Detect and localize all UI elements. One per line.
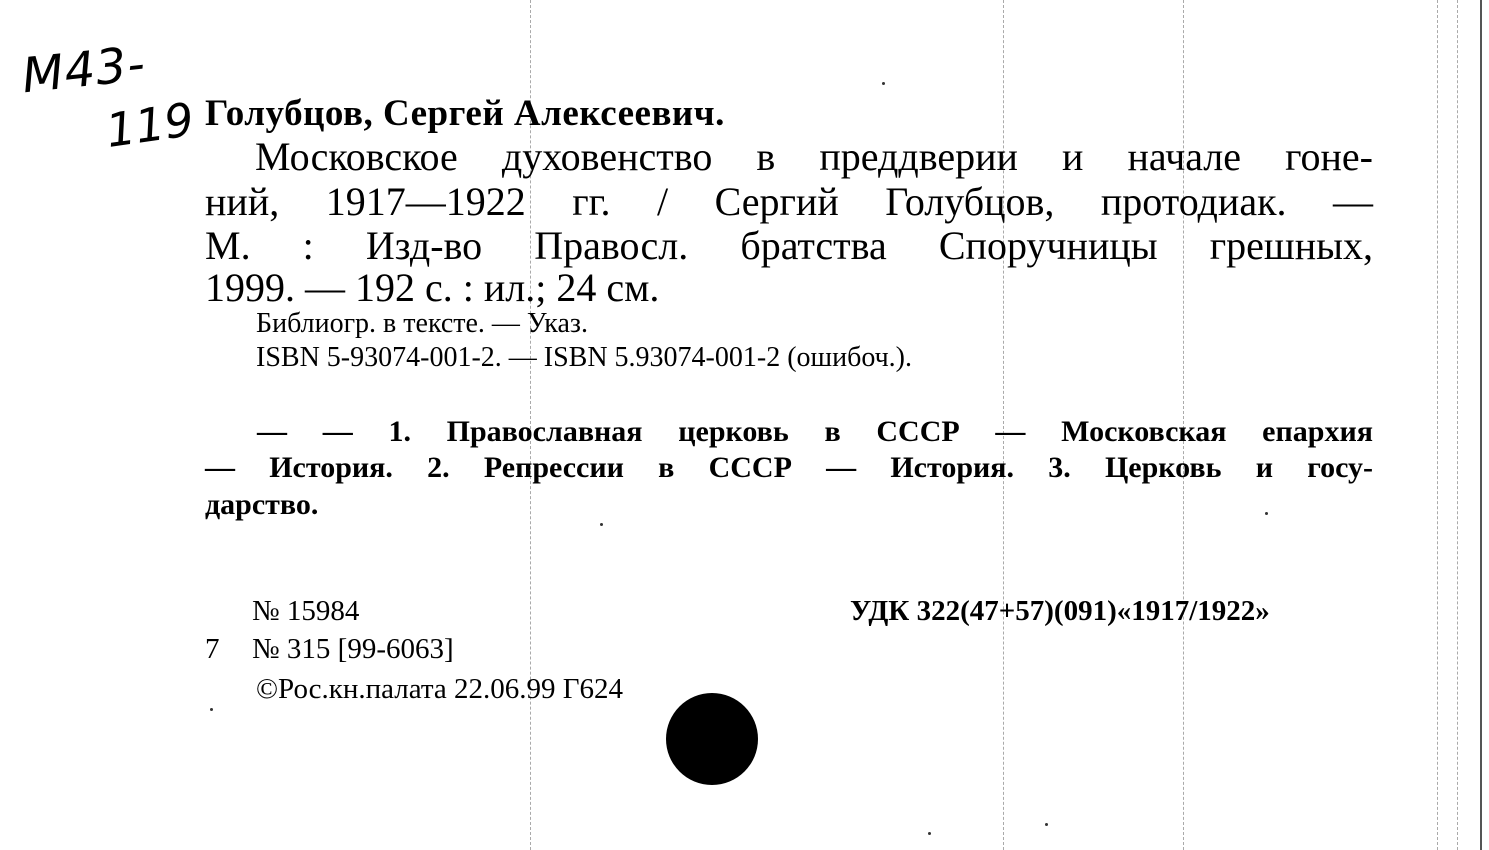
bibliography-note: Библиогр. в тексте. — Указ. — [256, 308, 588, 339]
scan-speck — [882, 82, 885, 85]
registration-number: № 15984 — [252, 595, 360, 627]
subject-line: — — 1. Православная церковь в СССР — Московская епархия — [257, 415, 1373, 448]
scan-speck — [928, 832, 931, 835]
title-line: ний, 1917—1922 гг. / Сергий Голубцов, протодиак. — — [205, 179, 1373, 224]
card-number: № 315 [99-6063] — [252, 633, 454, 665]
punch-hole — [666, 693, 758, 785]
isbn-note: ISBN 5-93074-001-2. — ISBN 5.93074-001-2 (ошибоч.). — [256, 342, 913, 373]
scan-line — [1457, 0, 1458, 850]
title-line: 1999. — 192 с. : ил.; 24 см. — [205, 265, 660, 310]
title-line: М. : Изд-во Правосл. братства Споручницы грешных, — [205, 223, 1373, 268]
scan-speck — [1045, 823, 1048, 826]
card-prefix: 7 — [205, 633, 220, 665]
scan-speck — [600, 523, 603, 526]
author-heading: Голубцов, Сергей Алексеевич. — [205, 93, 725, 134]
shelfmark-line2: 119 — [102, 92, 198, 158]
card-edge — [1480, 0, 1482, 850]
shelfmark-line1: М43- — [19, 35, 149, 105]
subject-line: дарство. — [205, 488, 319, 521]
udk-code: УДК 322(47+57)(091)«1917/1922» — [850, 595, 1270, 627]
title-line: Московское духовенство в преддверии и начале гоне- — [255, 134, 1373, 179]
book-chamber-stamp: ©Рос.кн.палата 22.06.99 Г624 — [256, 673, 624, 705]
subject-line: — История. 2. Репрессии в СССР — История. 3. Церковь и госу- — [205, 451, 1373, 484]
scan-line — [1437, 0, 1438, 850]
scan-speck — [210, 708, 213, 711]
